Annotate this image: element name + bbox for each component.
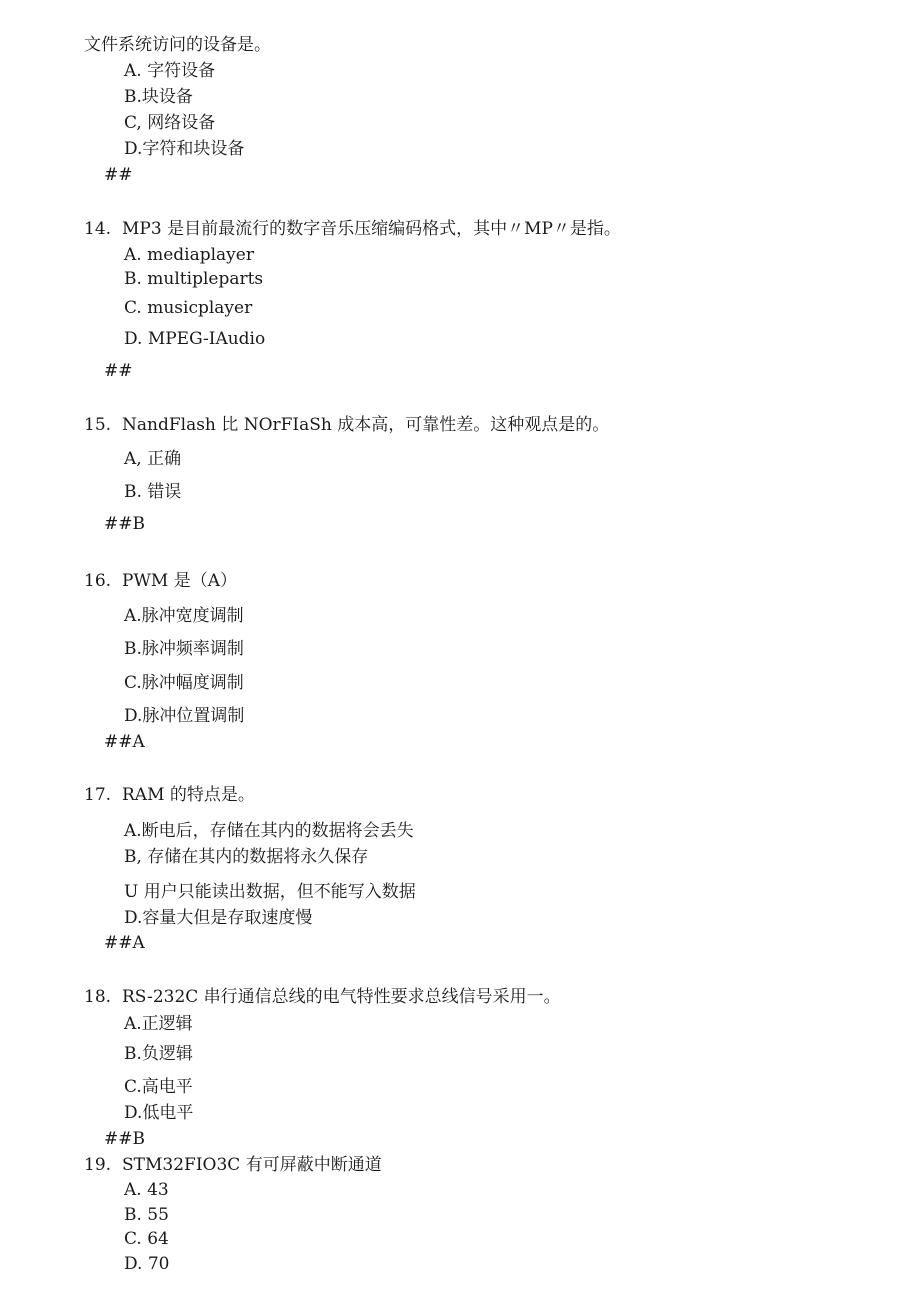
q18-option-d: D.低电平 xyxy=(124,1103,194,1123)
q19-option-c: C. 64 xyxy=(124,1229,169,1249)
q17-answer: ##A xyxy=(104,933,145,953)
question-stem: STM32FIO3C 有可屏蔽中断通道 xyxy=(122,1155,382,1175)
question-stem: MP3 是目前最流行的数字音乐压缩编码格式，其中〃MP〃是指。 xyxy=(122,219,621,239)
q17-option-d: D.容量大但是存取速度慢 xyxy=(124,908,313,928)
q15-option-b: B. 错误 xyxy=(124,482,182,502)
question-stem: RAM 的特点是。 xyxy=(122,785,255,805)
question-18 xyxy=(84,986,561,1008)
q19-option-d: D. 70 xyxy=(124,1254,170,1274)
question-number: 16. xyxy=(84,571,112,591)
q16-option-c: C.脉冲幅度调制 xyxy=(124,673,244,693)
question-number: 15. xyxy=(84,415,112,435)
q13-option-c: C, 网络设备 xyxy=(124,113,216,133)
q18-option-a: A.正逻辑 xyxy=(124,1014,193,1034)
q15-option-a: A, 正确 xyxy=(124,449,182,469)
question-number: 17. xyxy=(84,785,112,805)
q17-option-c: U 用户只能读出数据，但不能写入数据 xyxy=(124,882,416,902)
q15-answer: ##B xyxy=(104,514,145,534)
q14-option-d: D. MPEG-IAudio xyxy=(124,329,266,349)
q19-option-b: B. 55 xyxy=(124,1205,169,1225)
q13-option-d: D.字符和块设备 xyxy=(124,139,245,159)
q18-option-b: B.负逻辑 xyxy=(124,1044,193,1064)
question-number: 14. xyxy=(84,219,112,239)
q14-answer: ## xyxy=(104,361,133,381)
question-15 xyxy=(84,414,609,436)
q13-answer: ## xyxy=(104,165,133,185)
q19-option-a: A. 43 xyxy=(124,1180,169,1200)
q16-option-a: A.脉冲宽度调制 xyxy=(124,606,244,626)
q18-option-c: C.高电平 xyxy=(124,1077,193,1097)
q13-option-b: B.块设备 xyxy=(124,87,193,107)
question-17 xyxy=(84,784,255,806)
q16-answer: ##A xyxy=(104,732,145,752)
q16-option-d: D.脉冲位置调制 xyxy=(124,706,245,726)
question-16 xyxy=(84,570,237,592)
q14-option-a: A. mediaplayer xyxy=(124,245,254,265)
question-14 xyxy=(84,218,621,240)
q17-option-a: A.断电后，存储在其内的数据将会丢失 xyxy=(124,821,414,841)
q18-answer: ##B xyxy=(104,1129,145,1149)
q16-option-b: B.脉冲频率调制 xyxy=(124,639,244,659)
question-19 xyxy=(84,1154,382,1176)
question-stem: RS-232C 串行通信总线的电气特性要求总线信号采用一。 xyxy=(122,987,561,1007)
question-13-stem: 文件系统访问的设备是。 xyxy=(84,35,271,55)
question-number: 19. xyxy=(84,1155,112,1175)
q14-option-c: C. musicplayer xyxy=(124,298,253,318)
question-stem: PWM 是（A） xyxy=(122,571,237,591)
q14-option-b: B. multipleparts xyxy=(124,269,264,289)
question-number: 18. xyxy=(84,987,112,1007)
q13-option-a: A. 字符设备 xyxy=(124,61,216,81)
q17-option-b: B, 存储在其内的数据将永久保存 xyxy=(124,847,369,867)
question-stem: NandFlash 比 NOrFIaSh 成本高，可靠性差。这种观点是的。 xyxy=(122,415,610,435)
